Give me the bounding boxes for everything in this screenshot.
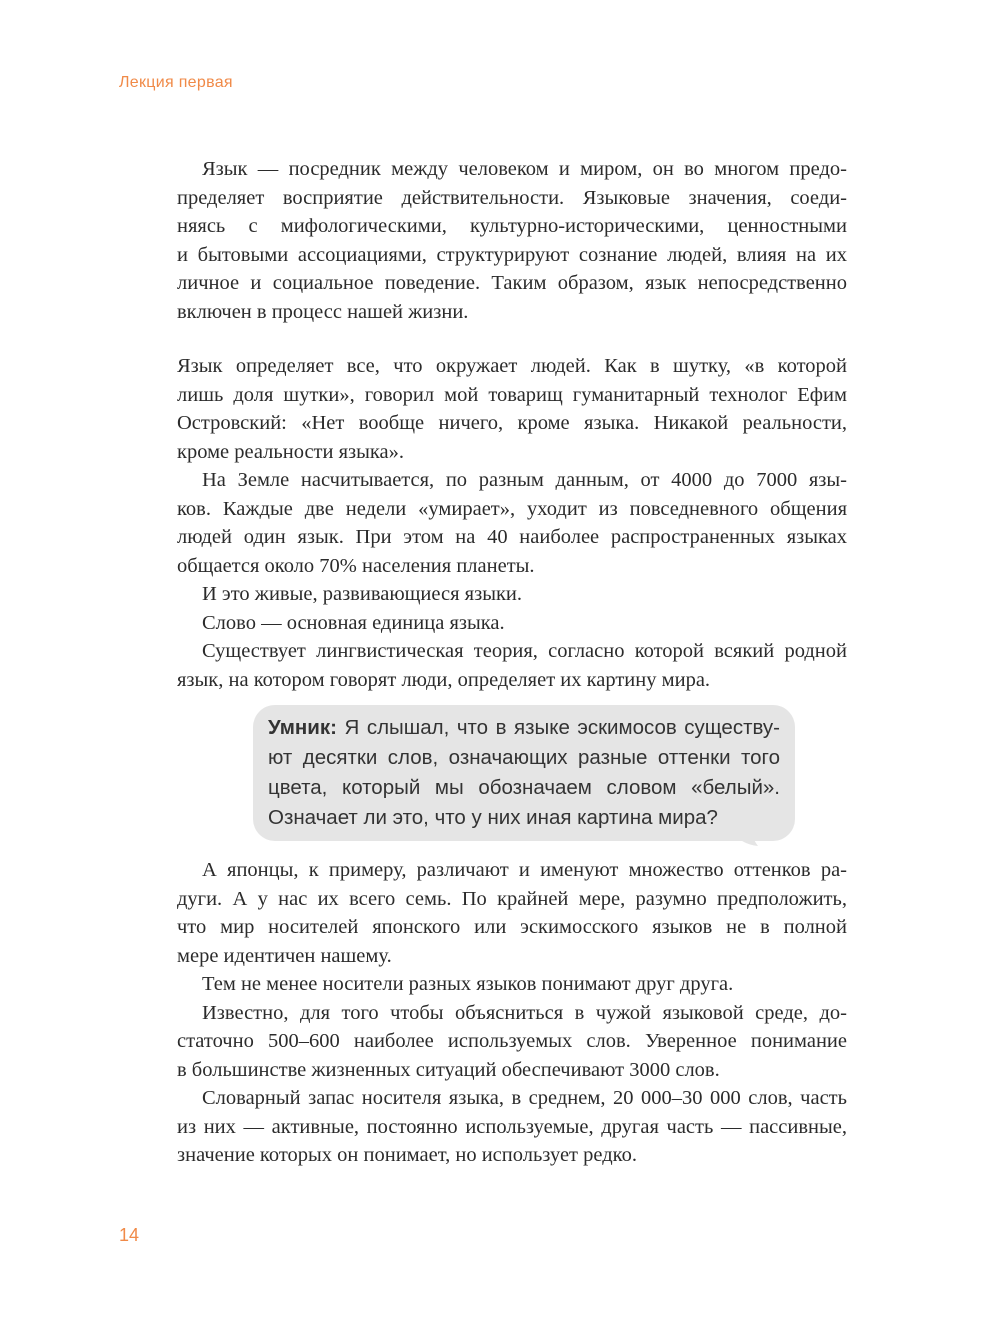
text-line: лишь доля шутки», говорил мой товарищ гуманитарный технолог Ефим (177, 383, 847, 406)
text-line: людей один язык. При этом на 40 наиболее распространенных языках (177, 526, 847, 548)
text-line: Известно, для того чтобы объясниться в чужой языковой среде, до- (202, 1001, 847, 1024)
bubble-line (268, 713, 780, 743)
text-line: из них — активные, постоянно используемые, другая часть — пассивные, (177, 1115, 847, 1138)
text-line: статочно 500–600 наиболее используемых слов. Уверенное понимание (177, 1030, 847, 1052)
text-line: И это живые, развивающиеся языки. (202, 583, 523, 605)
text-line: включен в процесс нашей жизни. (177, 300, 469, 323)
text-line: Словарный запас носителя языка, в среднем, 20 000–30 000 слов, часть (202, 1087, 847, 1109)
text-line: На Земле насчитывается, по разным данным, от 4000 до 7000 язы- (202, 469, 847, 491)
text-line: Язык определяет все, что окружает людей. Как в шутку, «в которой (177, 355, 847, 377)
bubble-line: ют десятки слов, означающих разные оттенки того (268, 746, 780, 769)
text-line: кроме реальности языка». (177, 440, 405, 463)
section-understanding (177, 856, 847, 1170)
text-line: Существует лингвистическая теория, согласно которой всякий родной (202, 640, 847, 662)
running-head: Лекция первая (119, 74, 233, 91)
bubble-line: Означает ли это, что у них иная картина мира? (268, 806, 718, 829)
speech-bubble-text (268, 713, 780, 833)
text-line: Тем не менее носители разных языков понимают друг друга. (202, 973, 734, 995)
text-line: Слово — основная единица языка. (202, 611, 505, 634)
text-line: общается около 70% населения планеты. (177, 554, 535, 577)
text-line: ков. Каждые две недели «умирает», уходит из повседневного общения (177, 497, 847, 520)
text-line: Язык — посредник между человеком и миром, он во многом предо- (202, 158, 847, 180)
text-line: язык, на котором говорят люди, определяет их картину мира. (177, 668, 711, 691)
text-line: пределяет восприятие действительности. Языковые значения, соеди- (177, 186, 847, 209)
bubble-line: цвета, который мы обозначаем словом «белый». (268, 776, 780, 799)
text-line: А японцы, к примеру, различают и именуют множество оттенков ра- (202, 859, 847, 881)
paragraph-intro (177, 155, 847, 326)
text-line: что мир носителей японского или эскимосского языков не в полной (177, 916, 847, 938)
section-language (177, 352, 847, 694)
text-line: в большинстве жизненных ситуаций обеспечивают 3000 слов. (177, 1058, 720, 1081)
speaker-label: Умник: (268, 716, 337, 739)
text-line: мере идентичен нашему. (177, 944, 392, 967)
text-line: и бытовыми ассоциациями, структурируют сознание людей, влияя на их (177, 243, 847, 266)
text-line: няясь с мифологическими, культурно-историческими, ценностными (177, 215, 847, 237)
page-number: 14 (119, 1225, 140, 1245)
text-line: значение которых он понимает, но использует редко. (177, 1144, 637, 1166)
text-line: Островский: «Нет вообще ничего, кроме языка. Никакой реальности, (177, 412, 847, 434)
text-line: дуги. А у нас их всего семь. По крайней мере, разумно предположить, (177, 887, 847, 910)
text-line: личное и социальное поведение. Таким образом, язык непосредственно (177, 272, 847, 294)
bubble-line-text: Я слышал, что в языке эскимосов существу- (336, 716, 780, 739)
